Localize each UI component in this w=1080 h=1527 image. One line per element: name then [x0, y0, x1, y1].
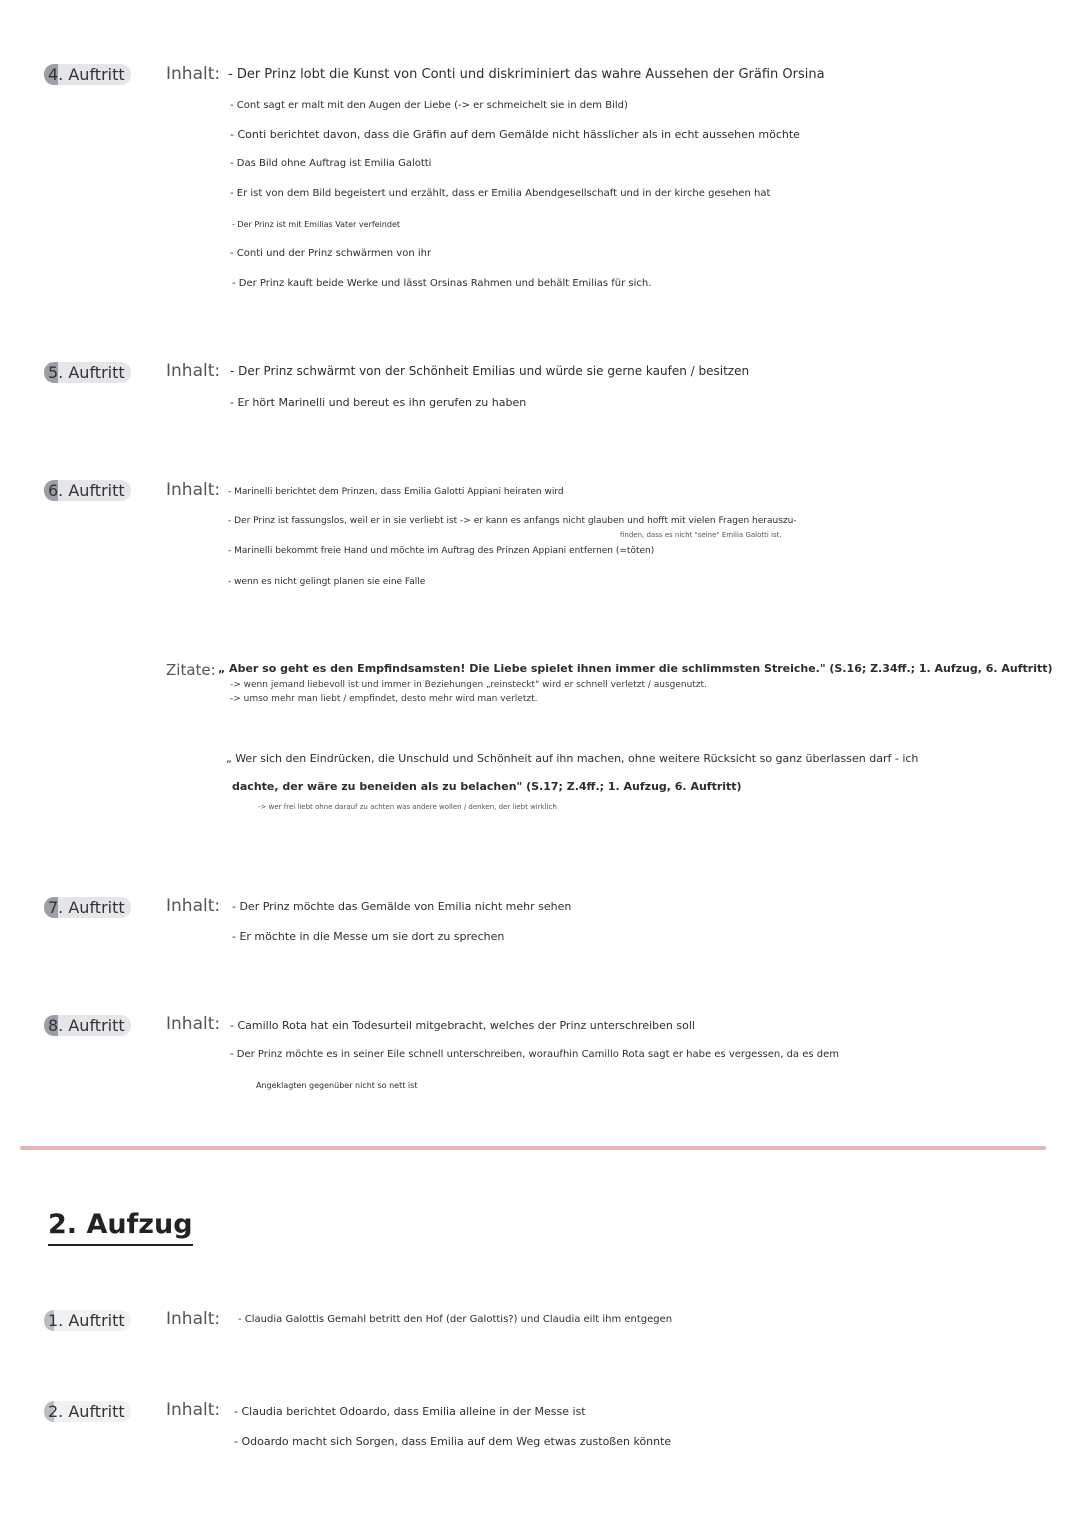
auftritt-7-line: - Er möchte in die Messe um sie dort zu sprechen — [232, 930, 505, 943]
auftritt-6-line: - wenn es nicht gelingt planen sie eine Falle — [228, 577, 426, 587]
quote-2-line: „ Wer sich den Eindrücken, die Unschuld und Schönheit auf ihn machen, ohne weitere Rücksicht so ganz überlassen darf - ich — [226, 752, 919, 765]
auftritt-8-line: - Der Prinz möchte es in seiner Eile schnell unterschreiben, woraufhin Camillo Rota sagt er habe es vergessen, da es dem — [230, 1049, 840, 1060]
auftritt-5-inhalt-label: Inhalt: — [166, 361, 221, 381]
auftritt-4-inhalt-label: Inhalt: — [166, 64, 221, 84]
auftritt-6-line: - Marinelli bekommt freie Hand und möchte im Auftrag des Prinzen Appiani entfernen (=töten) — [228, 546, 655, 556]
aufzug-2-auftritt-1-line: - Claudia Galottis Gemahl betritt den Hof (der Galottis?) und Claudia eilt ihm entgegen — [238, 1314, 673, 1325]
auftritt-6-line-continued: finden, dass es nicht "seine" Emilia Galotti ist. — [620, 531, 782, 539]
auftritt-8-line: - Camillo Rota hat ein Todesurteil mitgebracht, welches der Prinz unterschreiben soll — [230, 1019, 695, 1032]
auftritt-4-line: - Der Prinz ist mit Emilias Vater verfeindet — [232, 220, 401, 229]
auftritt-7-line: - Der Prinz möchte das Gemälde von Emilia nicht mehr sehen — [232, 900, 572, 913]
auftritt-7-label: 7. Auftritt — [44, 897, 131, 918]
section-divider — [20, 1146, 1046, 1150]
quote-1: „ Aber so geht es den Empfindsamsten! Die Liebe spielet ihnen immer die schlimmsten Streiche." (S.16; Z.34ff.; 1. Aufzug, 6. Auftritt) — [218, 662, 1053, 675]
quote-1-note: -> umso mehr man liebt / empfindet, desto mehr wird man verletzt. — [230, 694, 538, 704]
auftritt-4-line: - Cont sagt er malt mit den Augen der Liebe (-> er schmeichelt sie in dem Bild) — [230, 100, 628, 111]
auftritt-4-line: - Das Bild ohne Auftrag ist Emilia Galotti — [230, 158, 432, 169]
aufzug-2-auftritt-1-inhalt-label: Inhalt: — [166, 1309, 221, 1329]
quote-1-note: -> wenn jemand liebevoll ist und immer in Beziehungen „reinsteckt" wird er schnell verletzt / ausgenutzt. — [230, 680, 707, 690]
auftritt-7-inhalt-label: Inhalt: — [166, 896, 221, 916]
aufzug-2-heading: 2. Aufzug — [48, 1208, 193, 1246]
auftritt-4-line: - Er ist von dem Bild begeistert und erzählt, dass er Emilia Abendgesellschaft und in der kirche gesehen hat — [230, 188, 771, 199]
auftritt-8-line: Angeklagten gegenüber nicht so nett ist — [256, 1081, 418, 1090]
auftritt-6-label: 6. Auftritt — [44, 480, 131, 501]
aufzug-2-auftritt-2-inhalt-label: Inhalt: — [166, 1400, 221, 1420]
auftritt-4-label: 4. Auftritt — [44, 64, 131, 85]
aufzug-2-auftritt-2-line: - Claudia berichtet Odoardo, dass Emilia alleine in der Messe ist — [234, 1405, 586, 1418]
quote-2-line: dachte, der wäre zu beneiden als zu belachen" (S.17; Z.4ff.; 1. Aufzug, 6. Auftritt) — [232, 780, 742, 793]
auftritt-8-label: 8. Auftritt — [44, 1015, 131, 1036]
zitate-label: Zitate: — [166, 661, 216, 679]
aufzug-2-auftritt-2-label: 2. Auftritt — [44, 1401, 131, 1422]
auftritt-4-line: - Conti berichtet davon, dass die Gräfin auf dem Gemälde nicht hässlicher als in echt aussehen möchte — [230, 128, 800, 141]
auftritt-6-line: - Der Prinz ist fassungslos, weil er in sie verliebt ist -> er kann es anfangs nicht glauben und hofft mit vielen Fragen herauszu- — [228, 516, 797, 526]
auftritt-6-inhalt-label: Inhalt: — [166, 480, 221, 500]
auftritt-8-inhalt-label: Inhalt: — [166, 1014, 221, 1034]
auftritt-4-line: - Conti und der Prinz schwärmen von ihr — [230, 248, 432, 259]
auftritt-4-line: - Der Prinz kauft beide Werke und lässt Orsinas Rahmen und behält Emilias für sich. — [232, 278, 652, 289]
auftritt-5-line: - Er hört Marinelli und bereut es ihn gerufen zu haben — [230, 396, 527, 409]
aufzug-2-auftritt-2-line: - Odoardo macht sich Sorgen, dass Emilia auf dem Weg etwas zustoßen könnte — [234, 1435, 672, 1448]
auftritt-5-line: - Der Prinz schwärmt von der Schönheit Emilias und würde sie gerne kaufen / besitzen — [230, 364, 750, 378]
auftritt-6-line: - Marinelli berichtet dem Prinzen, dass Emilia Galotti Appiani heiraten wird — [228, 487, 564, 497]
auftritt-5-label: 5. Auftritt — [44, 362, 131, 383]
aufzug-2-auftritt-1-label: 1. Auftritt — [44, 1310, 131, 1331]
quote-2-note: -> wer frei liebt ohne darauf zu achten was andere wollen / denken, der liebt wirklich — [258, 803, 557, 811]
auftritt-4-line: - Der Prinz lobt die Kunst von Conti und diskriminiert das wahre Aussehen der Gräfin Orsina — [228, 67, 825, 82]
